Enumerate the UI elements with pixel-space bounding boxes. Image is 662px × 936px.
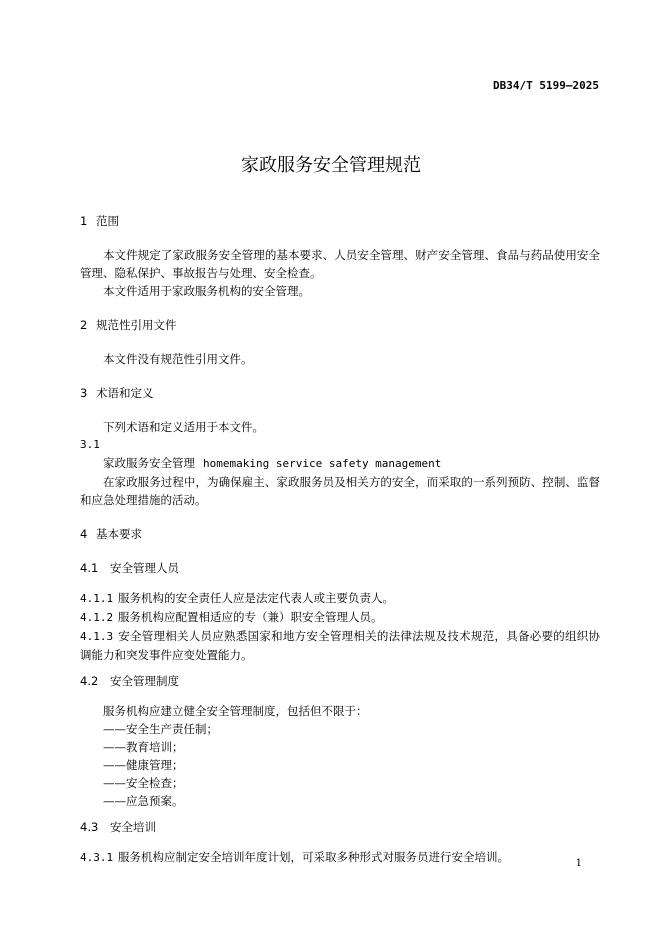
section-3-heading: [80, 384, 600, 402]
list-item: ——安全检查；: [103, 776, 184, 790]
list-item: ——安全生产责任制；: [103, 722, 218, 736]
clause-text: 服务机构应配置相适应的专（兼）职安全管理人员。: [118, 610, 383, 624]
clause-text: 安全管理相关人员应熟悉国家和地方安全管理相关的法律法规及技术规范，具备必要的组织协调能力和突发事件应变处置能力。: [80, 629, 600, 662]
section-number: 4: [80, 527, 88, 541]
section-title: 规范性引用文件: [96, 318, 177, 332]
section-4-3-heading: [80, 818, 600, 836]
section-title: 安全管理人员: [110, 561, 179, 575]
clause-number: 4.3.1: [80, 851, 114, 864]
section-2-heading: [80, 316, 600, 334]
normative-references-paragraph: 本文件没有规范性引用文件。: [103, 352, 253, 366]
document-body: [80, 212, 600, 867]
clause-text: 服务机构应制定安全培训年度计划，可采取多种形式对服务员进行安全培训。: [118, 850, 509, 864]
list-item: ——应急预案。: [103, 794, 184, 808]
section-number: 3: [80, 386, 88, 400]
term-number: 3.1: [80, 438, 100, 451]
section-number: 4.2: [80, 674, 99, 688]
list-item: ——教育培训；: [103, 740, 184, 754]
document-code: DB34/T 5199—2025: [493, 79, 599, 92]
document-title: 家政服务安全管理规范: [241, 155, 421, 176]
section-title: 安全培训: [110, 820, 156, 834]
scope-paragraph-1: 本文件规定了家政服务安全管理的基本要求、人员安全管理、财产安全管理、食品与药品使用安全管理、隐私保护、事故报告与处理、安全检查。: [80, 248, 600, 280]
clause-number: 4.1.1: [80, 592, 114, 605]
term-entry: [80, 454, 600, 473]
section-number: 1: [80, 214, 88, 228]
term-chinese: 家政服务安全管理: [103, 456, 195, 470]
section-title: 术语和定义: [96, 386, 154, 400]
section-4-heading: [80, 525, 600, 543]
section-4-2-heading: [80, 672, 600, 690]
management-system-intro: 服务机构应建立健全安全管理制度，包括但不限于：: [103, 704, 368, 718]
term-english: homemaking service safety management: [203, 457, 442, 470]
clause-4-1-3: [80, 627, 600, 664]
clause-4-1-1: [80, 589, 600, 608]
term-definition: 在家政服务过程中，为确保雇主、家政服务员及相关方的安全，而采取的一系列预防、控制、监督和应急处理措施的活动。: [80, 475, 600, 507]
section-number: 4.1: [80, 561, 99, 575]
section-title: 基本要求: [96, 527, 142, 541]
list-item: ——健康管理；: [103, 758, 184, 772]
clause-number: 4.1.2: [80, 611, 114, 624]
section-number: 2: [80, 318, 88, 332]
section-1-heading: [80, 212, 600, 230]
scope-paragraph-2: 本文件适用于家政服务机构的安全管理。: [103, 284, 310, 298]
terms-intro-paragraph: 下列术语和定义适用于本文件。: [103, 420, 264, 434]
clause-4-1-2: [80, 608, 600, 627]
section-4-1-heading: [80, 559, 600, 577]
section-title: 范围: [96, 214, 119, 228]
clause-4-3-1: [80, 848, 600, 867]
clause-number: 4.1.3: [80, 630, 114, 643]
section-title: 安全管理制度: [110, 674, 179, 688]
page-number: 1: [575, 858, 582, 869]
clause-text: 服务机构的安全责任人应是法定代表人或主要负责人。: [118, 591, 394, 605]
section-number: 4.3: [80, 820, 99, 834]
